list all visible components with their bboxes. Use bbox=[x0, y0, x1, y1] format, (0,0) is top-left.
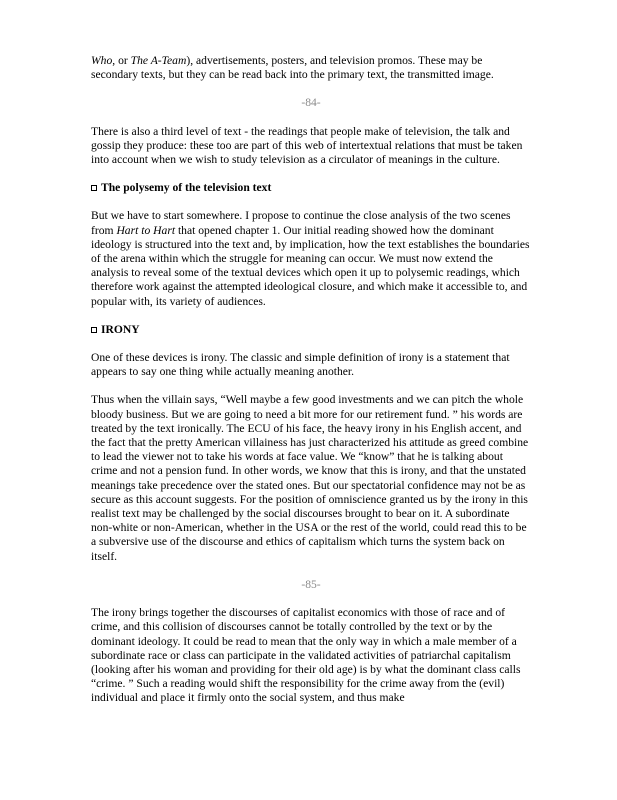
paragraph-6: The irony brings together the discourses of capitalist economics with those of race and of crime, and this collision of discourses cannot be totally controlled by the text or by the dominant ideology. It could be read to mean that the only way in which a male member of a subordinate race or class can participate in the validated activities of patriarchal capitalism (looking after his woman and providing for their old age) is by what the dominant class calls “crime. ” Such a reading would shift the responsibility for the crime away from the (evil) individual and place it firmly onto the social system, and thus make bbox=[91, 606, 521, 705]
text-span: ), advertisements, posters, and television promos. These may be secondary texts, but they can be read back into the primary text, the transmitted image. bbox=[91, 54, 494, 82]
page-number-85: -85- bbox=[301, 577, 321, 591]
heading-text: IRONY bbox=[101, 322, 140, 336]
section-heading-irony bbox=[91, 323, 531, 337]
title-who: Who bbox=[91, 54, 113, 67]
heading-text: The polysemy of the television text bbox=[101, 181, 272, 195]
text-span: that opened chapter 1. Our initial reading showed how the dominant ideology is structured into the text and, by implication, how the text establishes the boundaries of the arena within which the struggle for meaning can occur. We must now extend the analysis to reveal some of the textual devices which open it up to polysemic readings, which therefore work against the attempted ideological closure, and which make it accessible to, and popular with, its variety of audiences. bbox=[91, 223, 530, 308]
page-number-84: -84- bbox=[301, 96, 321, 110]
square-bullet-icon bbox=[91, 185, 97, 191]
document-page bbox=[91, 54, 531, 720]
title-a-team: The A-Team bbox=[130, 54, 187, 67]
paragraph-5: Thus when the villain says, “Well maybe a few good investments and we can pitch the whole bloody business. But we are going to need a bit more for our retirement fund. ” his words are treated by the text ironically. The ECU of his face, the heavy irony in his English accent, and the fact that the pretty American villainess has just characterized his attitude as greed combine to lead the viewer not to take his words at face value. We “know” that he is talking about crime and not a pension fund. In other words, we know that this is irony, and that the unstated meanings take precedence over the stated ones. But our spectatorial confidence may not be as secure as this account suggests. For the position of omniscience granted us by the irony in this realist text may be challenged by the social discourses brought to bear on it. A subordinate non-white or non-American, whether in the USA or the rest of the world, could read this to be a subversive use of the discourse and ethics of capitalism which turns the system back on itself. bbox=[91, 393, 529, 563]
paragraph-3 bbox=[91, 209, 531, 308]
section-heading-polysemy bbox=[91, 181, 531, 195]
square-bullet-icon bbox=[91, 327, 97, 333]
paragraph-4: One of these devices is irony. The classic and simple definition of irony is a statement that appears to say one thing while actually meaning another. bbox=[91, 351, 510, 379]
paragraph-2: There is also a third level of text - the readings that people make of television, the talk and gossip they produce: these too are part of this web of intertextual relations that must be taken into account when we wish to study television as a circulator of meanings in the culture. bbox=[91, 124, 523, 167]
text-span: But we have to start somewhere. I propose to continue the close analysis of the two scenes from bbox=[91, 209, 511, 237]
title-hart-to-hart: Hart to Hart bbox=[116, 223, 176, 237]
paragraph-1 bbox=[91, 54, 531, 82]
text-span: , or bbox=[112, 54, 131, 67]
